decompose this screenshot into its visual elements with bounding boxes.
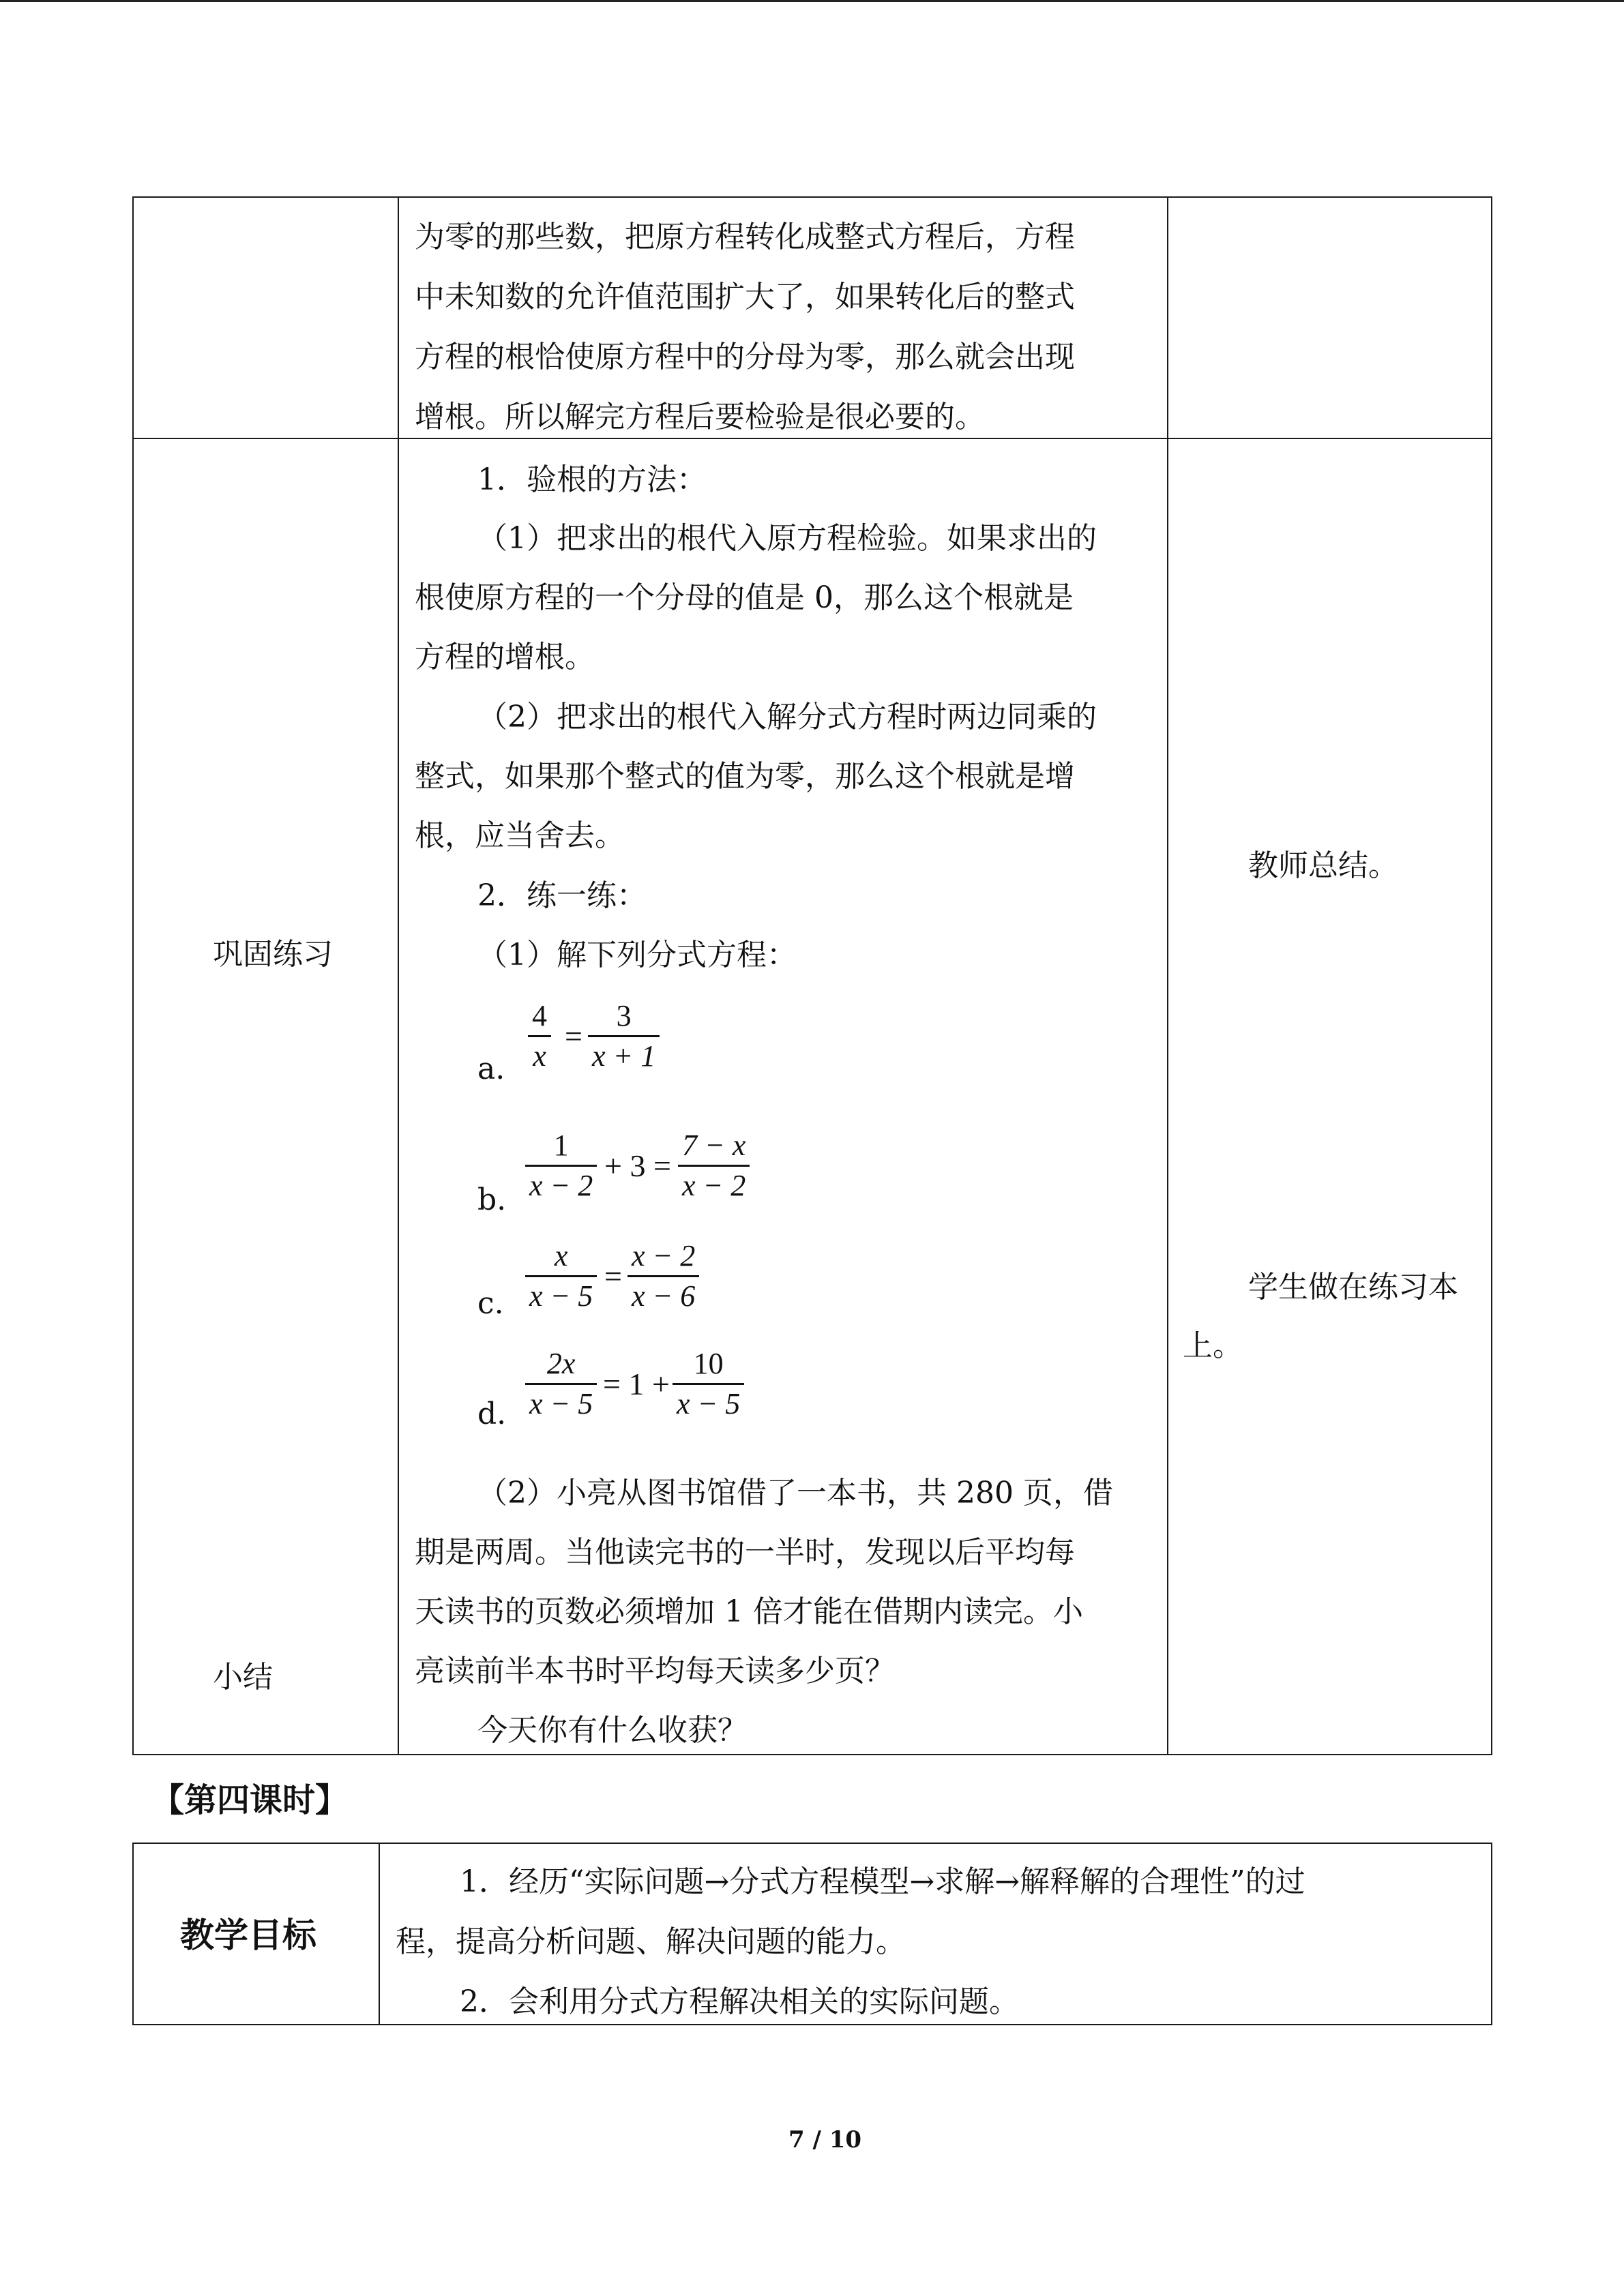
equation-b-rhs-num: 7 − x: [682, 1129, 746, 1162]
equation-d-lhs-den: x − 5: [529, 1387, 593, 1420]
label-consolidation-practice: 巩固练习: [213, 937, 333, 972]
student-practice-note-line-2: 上。: [1183, 1328, 1243, 1363]
content-line-2: （1）把求出的根代入原方程检验。如果求出的: [477, 521, 1097, 556]
top-rule: [0, 0, 1624, 2]
table1-row1-left-cell: [132, 196, 399, 439]
content-line-5: （2）把求出的根代入解分式方程时两边同乘的: [477, 700, 1097, 734]
equation-b-lhs: [525, 1127, 597, 1205]
equation-d-label: d.: [477, 1397, 507, 1431]
equation-b-label: b.: [477, 1182, 507, 1217]
equation-c-rhs-den: x − 6: [632, 1279, 696, 1313]
equation-b-operator: + 3 =: [604, 1148, 671, 1183]
equation-d-lhs-num: 2x: [546, 1347, 576, 1380]
equation-d-rhs-num: 10: [693, 1347, 724, 1380]
objective-line-3: 2．会利用分式方程解决相关的实际问题。: [460, 1984, 1019, 2019]
equation-c-lhs-num: x: [554, 1239, 568, 1272]
equation-b-rhs-den: x − 2: [682, 1169, 746, 1202]
equation-a-equals: =: [565, 1019, 582, 1054]
row1-line-1: 为零的那些数，把原方程转化成整式方程后，方程: [415, 220, 1075, 254]
content-line-4: 方程的增根。: [415, 640, 595, 674]
equation-a-lhs: [528, 997, 551, 1075]
equation-c-lhs: [525, 1237, 597, 1315]
problem-line-3: 天读书的页数必须增加 1 倍才能在借期内读完。小: [415, 1594, 1083, 1629]
objective-line-1: 1．经历“实际问题→分式方程模型→求解→解释解的合理性”的过: [460, 1864, 1305, 1899]
equation-b-lhs-num: 1: [553, 1129, 569, 1162]
row1-line-2: 中未知数的允许值范围扩大了，如果转化后的整式: [415, 280, 1075, 314]
content-line-1: 1．验根的方法：: [477, 462, 707, 497]
equation-a-lhs-num: 4: [532, 999, 547, 1032]
problem-line-1: （2）小亮从图书馆借了一本书，共 280 页，借: [477, 1476, 1113, 1510]
equation-b-lhs-den: x − 2: [529, 1169, 593, 1202]
equation-a-rhs-den: x + 1: [592, 1039, 656, 1073]
equation-c-label: c.: [477, 1286, 504, 1321]
equation-a-lhs-den: x: [533, 1039, 546, 1073]
table1-row2-left-cell: [132, 438, 399, 1755]
section-heading: 【第四课时】: [151, 1781, 349, 1819]
problem-line-2: 期是两周。当他读完书的一半时，发现以后平均每: [415, 1535, 1075, 1570]
content-line-9: （1）解下列分式方程：: [477, 938, 797, 972]
table1-row2-right-cell: [1167, 438, 1492, 1755]
page-number: 7 / 10: [788, 2126, 862, 2153]
equation-d-rhs: [673, 1345, 744, 1423]
table1-row1-right-cell: [1167, 196, 1492, 439]
content-line-6: 整式，如果那个整式的值为零，那么这个根就是增: [415, 759, 1075, 794]
equation-a-rhs: [588, 997, 660, 1075]
objective-line-2: 程，提高分析问题、解决问题的能力。: [396, 1924, 906, 1959]
equation-d-lhs: [525, 1345, 597, 1423]
row1-line-3: 方程的根恰使原方程中的分母为零，那么就会出现: [415, 340, 1075, 374]
equation-d-rhs-den: x − 5: [677, 1387, 741, 1420]
content-line-8: 2．练一练：: [477, 878, 647, 913]
student-practice-note-line-1: 学生做在练习本: [1248, 1270, 1458, 1304]
teaching-objectives-label: 教学目标: [180, 1915, 316, 1955]
equation-c-equals: =: [604, 1259, 622, 1294]
problem-line-5: 今天你有什么收获？: [477, 1713, 748, 1748]
content-line-7: 根，应当舍去。: [415, 818, 625, 853]
row1-line-4: 增根。所以解完方程后要检验是很必要的。: [415, 400, 985, 434]
equation-a-rhs-num: 3: [616, 999, 632, 1032]
teacher-summary-note: 教师总结。: [1248, 848, 1398, 883]
equation-a-label: a.: [477, 1052, 505, 1086]
equation-c-rhs: [628, 1237, 699, 1315]
problem-line-4: 亮读前半本书时平均每天读多少页？: [415, 1654, 895, 1688]
equation-c-lhs-den: x − 5: [529, 1279, 593, 1313]
equation-b-rhs: [678, 1127, 750, 1205]
label-summary: 小结: [213, 1660, 273, 1695]
content-line-3: 根使原方程的一个分母的值是 0，那么这个根就是: [415, 580, 1074, 615]
equation-d-operator: = 1 +: [603, 1367, 670, 1401]
equation-c-rhs-num: x − 2: [632, 1239, 696, 1272]
